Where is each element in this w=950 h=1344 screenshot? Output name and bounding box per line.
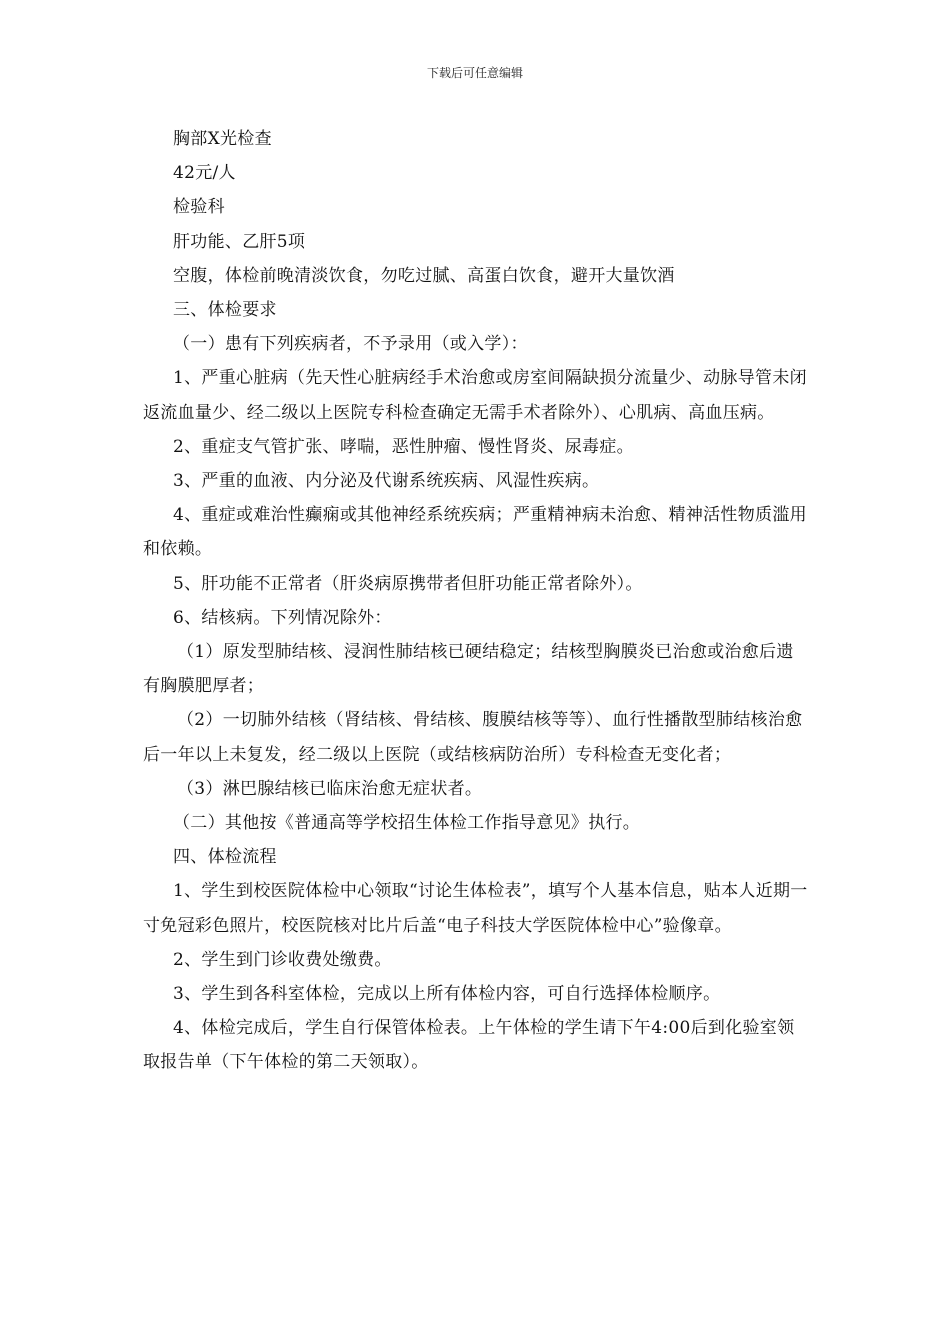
line-lab-dept: 检验科 (173, 197, 225, 218)
line-fasting-note: 空腹，体检前晚清淡饮食，勿吃过腻、高蛋白饮食，避开大量饮酒 (173, 265, 675, 286)
line-liver-tests: 肝功能、乙肝5项 (173, 231, 306, 252)
tb-exception-2: （2）一切肺外结核（肾结核、骨结核、腹膜结核等等）、血行性播散型肺结核治愈后一年以上未复发，经二级以上医院（或结核病防治所）专科检查无变化者； (143, 710, 803, 765)
section-heading-process: 四、体检流程 (173, 847, 277, 868)
process-step-2: 2、学生到门诊收费处缴费。 (173, 949, 392, 970)
item-liver-function: 5、肝功能不正常者（肝炎病原携带者但肝功能正常者除外）。 (173, 573, 643, 594)
document-body (143, 122, 808, 1080)
page-header: 下载后可任意编辑 (426, 66, 523, 80)
process-step-4: 4、体检完成后，学生自行保管体检表。上午体检的学生请下午4:00后到化验室领取报告单（下午体检的第二天领取）。 (143, 1018, 795, 1073)
process-step-1: 1、学生到校医院体检中心领取“讨论生体检表”，填写个人基本信息，贴本人近期一寸免冠彩色照片，校医院核对比片后盖“电子科技大学医院体检中心”验像章。 (143, 881, 808, 936)
line-chest-xray: 胸部X光检查 (173, 129, 272, 149)
item-tuberculosis: 6、结核病。下列情况除外： (173, 607, 392, 628)
line-price: 42元/人 (173, 163, 236, 184)
tb-exception-3: （3）淋巴腺结核已临床治愈无症状者。 (177, 778, 483, 799)
tb-exception-1: （1）原发型肺结核、浸润性肺结核已硬结稳定；结核型胸膜炎已治愈或治愈后遗有胸膜肥厚者； (143, 642, 794, 697)
item-respiratory: 2、重症支气管扩张、哮喘，恶性肿瘤、慢性肾炎、尿毒症。 (173, 436, 634, 457)
subsection-heading-diseases: （一）患有下列疾病者，不予录用（或入学）： (173, 334, 528, 355)
item-blood-endocrine: 3、严重的血液、内分泌及代谢系统疾病、风湿性疾病。 (173, 471, 600, 492)
item-neurological: 4、重症或难治性癫痫或其他神经系统疾病；严重精神病未治愈、精神活性物质滥用和依赖。 (143, 505, 807, 560)
process-step-3: 3、学生到各科室体检，完成以上所有体检内容，可自行选择体检顺序。 (173, 984, 721, 1005)
item-heart-disease: 1、严重心脏病（先天性心脏病经手术治愈或房室间隔缺损分流量少、动脉导管未闭返流血量少、经二级以上医院专科检查确定无需手术者除外）、心肌病、高血压病。 (143, 368, 807, 423)
subsection-heading-other: （二）其他按《普通高等学校招生体检工作指导意见》执行。 (173, 813, 641, 834)
section-heading-requirements: 三、体检要求 (173, 300, 277, 321)
